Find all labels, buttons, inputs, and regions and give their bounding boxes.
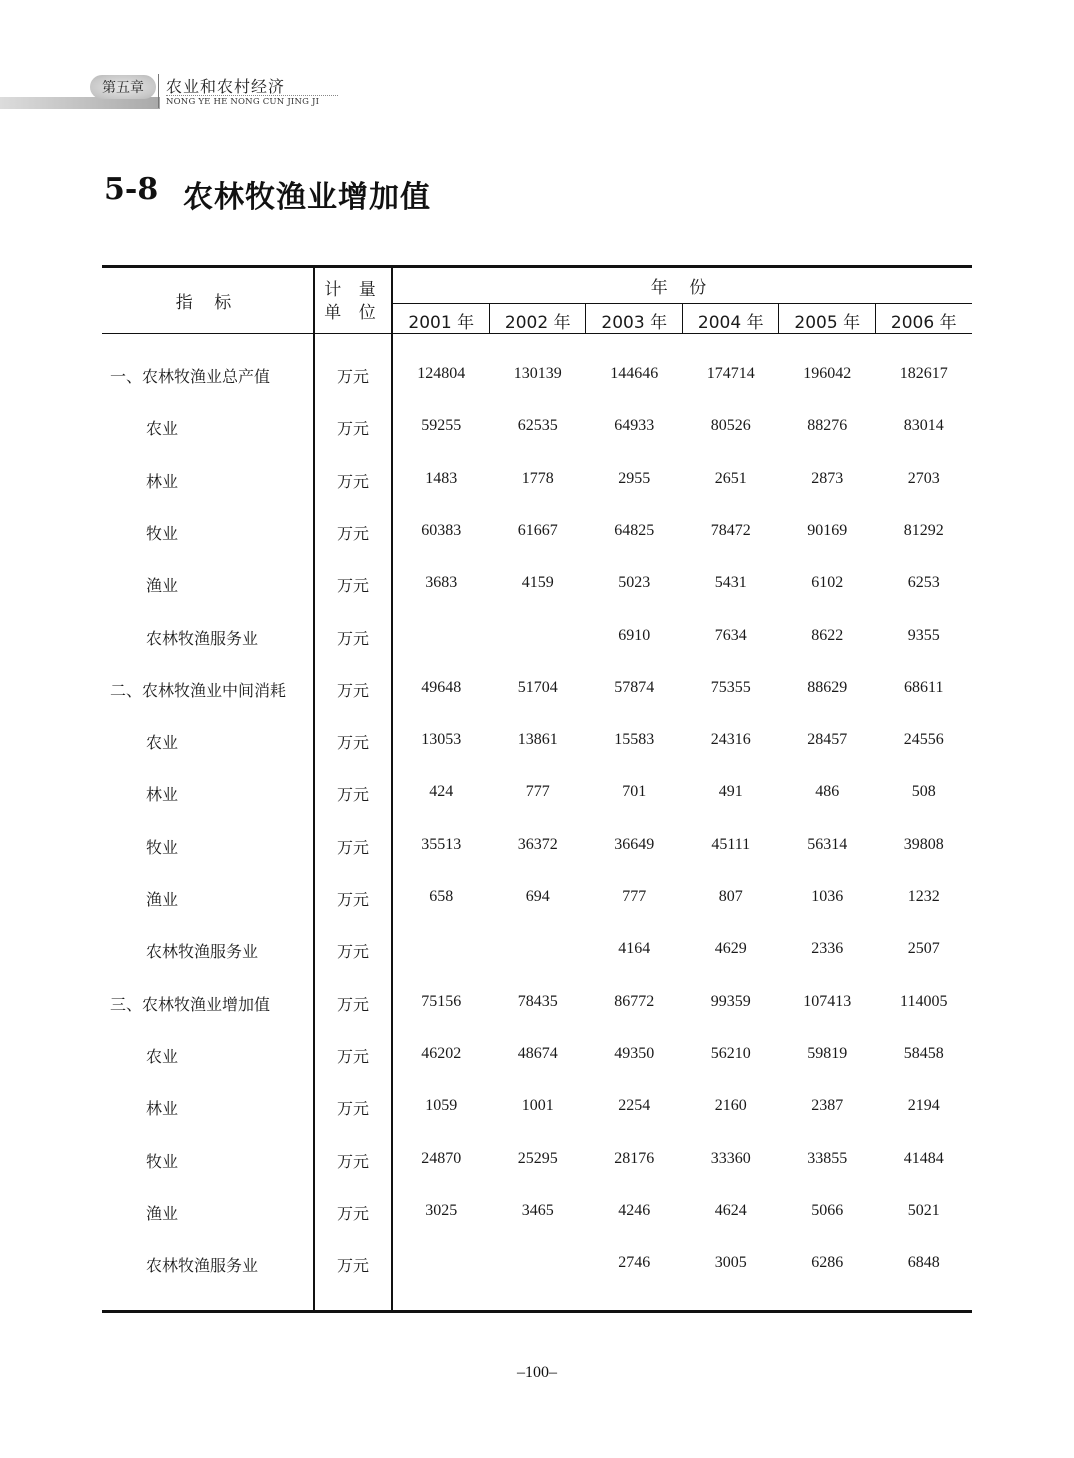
row-label: 农林牧渔服务业 xyxy=(146,628,259,648)
row-value: 658 xyxy=(429,888,454,905)
row-value: 694 xyxy=(525,888,550,905)
row-value: 5066 xyxy=(811,1201,844,1219)
row-value: 49648 xyxy=(421,678,462,696)
table-row xyxy=(102,835,972,865)
row-value: 1778 xyxy=(521,469,554,487)
row-unit: 万元 xyxy=(336,890,369,909)
row-value: 24870 xyxy=(421,1149,462,1167)
row-value: 7634 xyxy=(714,626,747,644)
year-column-divider xyxy=(875,304,876,334)
row-value: 2746 xyxy=(618,1254,651,1272)
row-value: 83014 xyxy=(903,417,944,435)
row-value: 2160 xyxy=(714,1097,747,1115)
row-value: 48674 xyxy=(517,1044,558,1062)
table-row xyxy=(102,992,972,1022)
row-label: 农林牧渔服务业 xyxy=(146,1256,259,1276)
row-value: 424 xyxy=(429,783,454,801)
row-value: 6286 xyxy=(811,1254,844,1272)
row-value: 9355 xyxy=(907,626,940,644)
table-row xyxy=(102,573,972,603)
header-separator xyxy=(158,74,159,108)
row-value: 1059 xyxy=(425,1097,458,1115)
table-title: 农林牧渔业增加值 xyxy=(183,180,431,215)
row-value: 59255 xyxy=(421,417,462,435)
row-value: 174714 xyxy=(706,365,755,382)
row-label: 渔业 xyxy=(146,1203,179,1223)
row-value: 64825 xyxy=(614,521,655,539)
row-value: 80526 xyxy=(710,417,751,435)
row-value: 75355 xyxy=(710,678,751,696)
row-value: 78472 xyxy=(710,521,751,539)
row-value: 4164 xyxy=(618,940,651,958)
row-value: 33855 xyxy=(807,1149,848,1167)
row-label: 一、农林牧渔业总产值 xyxy=(110,367,271,386)
row-value: 1036 xyxy=(811,888,844,905)
row-value: 57874 xyxy=(614,678,655,696)
row-value: 107413 xyxy=(803,992,852,1010)
row-value: 2651 xyxy=(714,469,747,487)
row-value: 196042 xyxy=(803,365,852,382)
header-unit: 计 量 单 位 xyxy=(324,280,382,323)
row-value: 3465 xyxy=(521,1201,554,1219)
row-label: 牧业 xyxy=(146,1151,179,1171)
table-row xyxy=(102,939,972,969)
row-label: 农业 xyxy=(146,1046,179,1066)
row-unit: 万元 xyxy=(336,1046,369,1066)
row-value: 99359 xyxy=(710,992,751,1010)
table-row xyxy=(102,1149,972,1179)
row-value: 33360 xyxy=(710,1149,751,1167)
row-value: 701 xyxy=(622,783,647,801)
row-label: 三、农林牧渔业增加值 xyxy=(110,994,271,1014)
row-unit: 万元 xyxy=(336,733,369,753)
row-value: 2194 xyxy=(907,1097,940,1115)
row-value: 62535 xyxy=(517,417,558,435)
row-value: 58458 xyxy=(903,1044,944,1062)
row-label: 农业 xyxy=(146,733,179,753)
row-unit: 万元 xyxy=(336,1203,369,1223)
row-value: 2387 xyxy=(811,1097,844,1115)
row-value: 60383 xyxy=(421,521,462,539)
year-column-divider xyxy=(585,304,586,334)
row-value: 114005 xyxy=(900,992,948,1010)
row-label: 渔业 xyxy=(146,890,179,909)
row-value: 6253 xyxy=(907,574,940,592)
row-value: 90169 xyxy=(807,521,848,539)
row-value: 5431 xyxy=(714,574,747,592)
row-unit: 万元 xyxy=(336,628,369,648)
row-value: 39808 xyxy=(903,835,944,853)
row-label: 农林牧渔服务业 xyxy=(146,942,259,962)
row-value: 35513 xyxy=(421,835,462,853)
row-label: 牧业 xyxy=(146,523,179,543)
row-unit: 万元 xyxy=(336,1151,369,1171)
row-unit: 万元 xyxy=(336,680,369,700)
year-column-divider xyxy=(682,304,683,334)
row-value: 78435 xyxy=(517,992,558,1010)
row-value: 13053 xyxy=(421,731,462,749)
row-unit: 万元 xyxy=(336,1099,369,1119)
row-label: 牧业 xyxy=(146,837,179,857)
row-value: 2507 xyxy=(907,940,940,958)
row-value: 6848 xyxy=(907,1254,940,1272)
table-row xyxy=(102,521,972,551)
table-row xyxy=(102,730,972,760)
table-row xyxy=(102,1096,972,1126)
page-number: –100– xyxy=(517,1364,557,1381)
row-value: 45111 xyxy=(711,835,751,853)
row-value: 124804 xyxy=(417,365,466,382)
row-unit: 万元 xyxy=(336,994,369,1014)
row-value: 88629 xyxy=(807,678,848,696)
row-value: 3025 xyxy=(425,1201,458,1219)
row-value: 46202 xyxy=(421,1044,462,1062)
row-value: 51704 xyxy=(517,678,558,696)
row-value: 81292 xyxy=(903,521,944,539)
row-unit: 万元 xyxy=(336,837,369,857)
row-value: 24556 xyxy=(903,731,944,749)
row-value: 3005 xyxy=(714,1254,747,1272)
row-value: 4246 xyxy=(618,1201,651,1219)
row-unit: 万元 xyxy=(336,785,369,805)
table-row xyxy=(102,782,972,812)
row-label: 渔业 xyxy=(146,576,179,596)
row-value: 88276 xyxy=(807,417,848,435)
row-value: 4159 xyxy=(521,574,554,592)
header-year: 2005 年 xyxy=(794,313,861,333)
row-unit: 万元 xyxy=(336,942,369,962)
chapter-title: 农业和农村经济 xyxy=(166,77,286,96)
row-value: 807 xyxy=(718,888,743,905)
row-value: 75156 xyxy=(421,992,462,1010)
table-row xyxy=(102,887,972,917)
year-column-divider xyxy=(778,304,779,334)
row-value: 13861 xyxy=(517,731,558,749)
row-unit: 万元 xyxy=(336,419,369,439)
row-value: 56210 xyxy=(710,1044,751,1062)
row-value: 86772 xyxy=(614,992,655,1010)
table-row xyxy=(102,1253,972,1283)
row-value: 6910 xyxy=(618,626,651,644)
row-value: 486 xyxy=(815,783,840,801)
row-value: 777 xyxy=(622,888,647,905)
table-row xyxy=(102,469,972,499)
row-value: 4629 xyxy=(714,940,747,958)
row-value: 36372 xyxy=(517,835,558,853)
row-value: 59819 xyxy=(807,1044,848,1062)
row-value: 68611 xyxy=(904,678,944,696)
row-value: 8622 xyxy=(811,626,844,644)
row-label: 林业 xyxy=(146,471,179,491)
table-row xyxy=(102,416,972,446)
header-year: 2002 年 xyxy=(504,313,571,333)
row-value: 24316 xyxy=(710,731,751,749)
row-value: 61667 xyxy=(517,521,558,539)
row-value: 2955 xyxy=(618,469,651,487)
row-value: 56314 xyxy=(807,835,848,853)
table-row xyxy=(102,626,972,656)
row-value: 49350 xyxy=(614,1044,655,1062)
row-unit: 万元 xyxy=(336,523,369,543)
table-row xyxy=(102,364,972,394)
row-value: 15583 xyxy=(614,731,655,749)
row-value: 182617 xyxy=(899,365,948,382)
row-value: 5023 xyxy=(618,574,651,592)
row-unit: 万元 xyxy=(336,471,369,491)
row-value: 2254 xyxy=(618,1097,651,1115)
row-value: 2873 xyxy=(811,469,844,487)
header-years-group: 年 份 xyxy=(650,278,715,298)
year-column-divider xyxy=(489,304,490,334)
row-value: 2703 xyxy=(907,469,940,487)
table-number: 5-8 xyxy=(104,172,159,207)
row-value: 144646 xyxy=(610,365,659,382)
header-year: 2003 年 xyxy=(601,313,668,333)
table-row xyxy=(102,1201,972,1231)
row-value: 1483 xyxy=(425,469,458,487)
row-value: 5021 xyxy=(907,1201,940,1219)
table-row xyxy=(102,678,972,708)
table-bottom-rule xyxy=(102,1310,972,1313)
header-dotted-rule xyxy=(166,95,338,96)
header-indicator: 指 标 xyxy=(175,293,240,313)
header-year: 2004 年 xyxy=(697,313,764,333)
row-value: 28457 xyxy=(807,731,848,749)
chapter-pinyin: NONG YE HE NONG CUN JING JI xyxy=(166,97,320,107)
table-row xyxy=(102,1044,972,1074)
row-value: 4624 xyxy=(714,1201,747,1219)
row-label: 农业 xyxy=(146,419,179,439)
table-header-rule xyxy=(102,333,972,334)
chapter-badge: 第五章 xyxy=(90,75,156,99)
row-value: 508 xyxy=(911,783,936,801)
row-label: 林业 xyxy=(146,1099,179,1119)
row-value: 28176 xyxy=(614,1149,655,1167)
row-value: 491 xyxy=(718,783,743,801)
row-value: 64933 xyxy=(614,417,655,435)
row-unit: 万元 xyxy=(336,1256,369,1276)
header-year: 2001 年 xyxy=(408,313,475,333)
row-value: 1001 xyxy=(521,1097,554,1115)
header-year: 2006 年 xyxy=(890,313,957,333)
data-table xyxy=(102,265,972,1313)
row-value: 130139 xyxy=(513,365,562,382)
row-value: 6102 xyxy=(811,574,844,592)
row-value: 41484 xyxy=(903,1149,944,1167)
row-value: 36649 xyxy=(614,835,655,853)
row-label: 林业 xyxy=(146,785,179,805)
row-value: 3683 xyxy=(425,574,458,592)
row-unit: 万元 xyxy=(336,367,369,386)
row-value: 777 xyxy=(525,783,550,801)
row-label: 二、农林牧渔业中间消耗 xyxy=(110,680,287,700)
row-value: 2336 xyxy=(811,940,844,958)
row-value: 1232 xyxy=(907,888,940,905)
row-value: 25295 xyxy=(517,1149,558,1167)
row-unit: 万元 xyxy=(336,576,369,596)
